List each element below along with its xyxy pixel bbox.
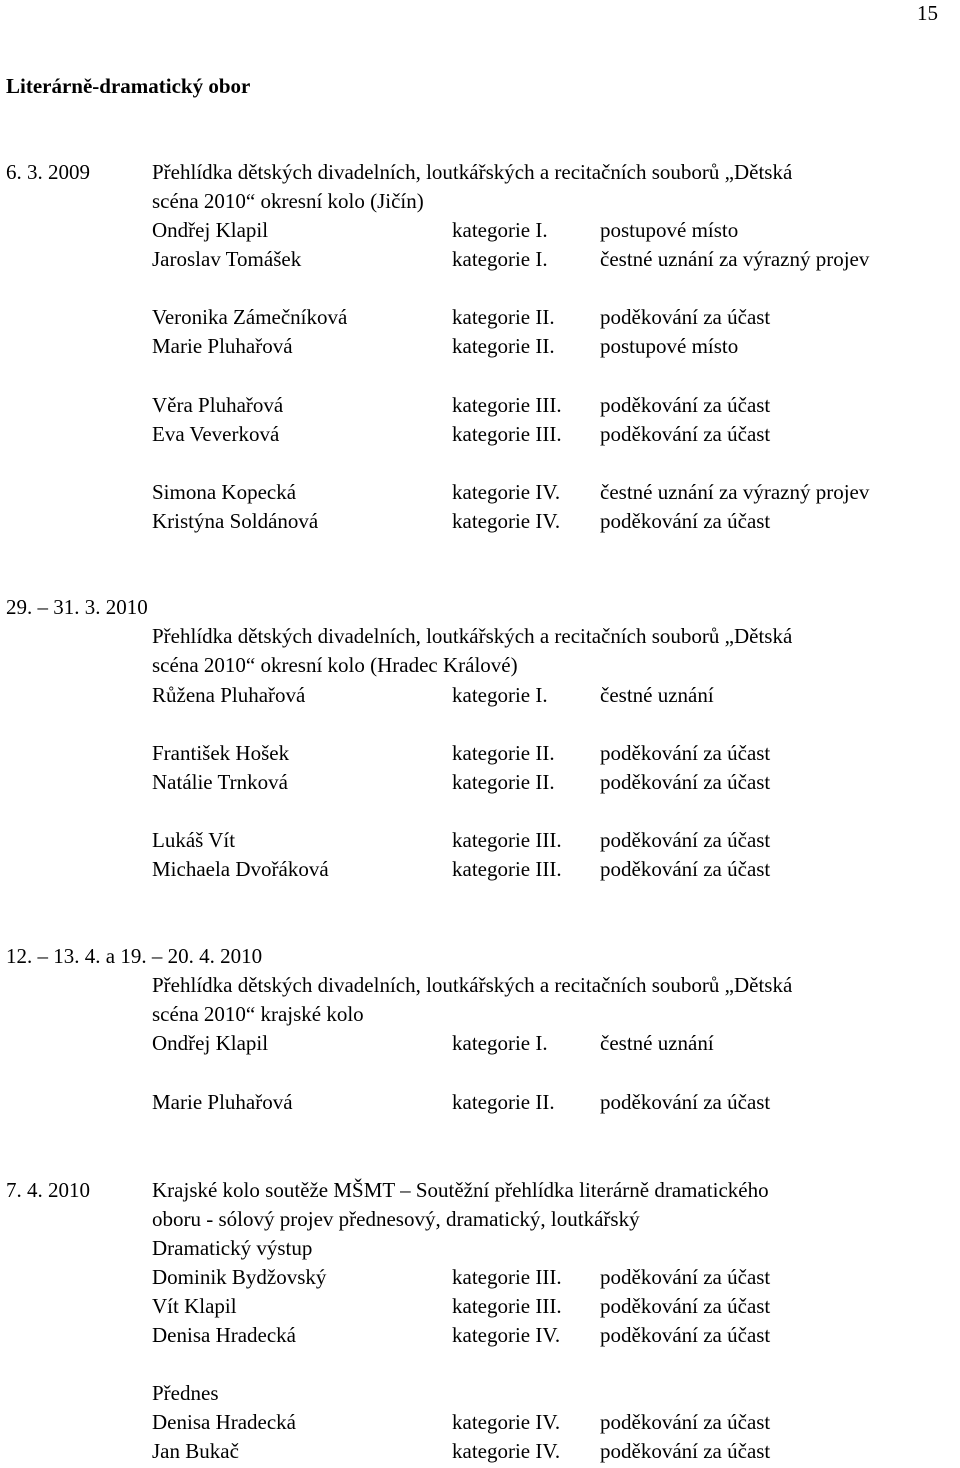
entry-name: Vít Klapil [152,1294,237,1318]
entry-category: kategorie II. [452,305,555,329]
entry-name: Kristýna Soldánová [152,509,319,533]
entry-result: čestné uznání za výrazný projev [600,480,870,504]
entry-result: poděkování za účast [600,422,771,446]
section-heading: Literárně-dramatický obor [6,74,251,98]
entry-category: kategorie II. [452,770,555,794]
entry-result: poděkování za účast [600,828,771,852]
subsection-title: Přednes [152,1381,219,1405]
entry-category: kategorie III. [452,1265,562,1289]
entry-category: kategorie III. [452,1294,562,1318]
entry-name: František Hošek [152,741,290,765]
event-title-line: scéna 2010“ krajské kolo [152,1002,364,1026]
entry-category: kategorie IV. [452,480,561,504]
entry-category: kategorie III. [452,828,562,852]
entry-result: postupové místo [600,334,739,358]
entry-result: poděkování za účast [600,770,771,794]
entry-name: Věra Pluhařová [152,393,284,417]
entry-name: Eva Veverková [152,422,280,446]
entry-result: poděkování za účast [600,857,771,881]
entry-result: poděkování za účast [600,1410,771,1434]
entry-result: poděkování za účast [600,305,771,329]
entry-name: Jan Bukač [152,1439,239,1463]
entry-name: Růžena Pluhařová [152,683,306,707]
subsection-title: Dramatický výstup [152,1236,313,1260]
entry-category: kategorie I. [452,247,548,271]
event-date: 7. 4. 2010 [6,1178,90,1202]
entry-result: poděkování za účast [600,393,771,417]
entry-name: Michaela Dvořáková [152,857,329,881]
entry-name: Denisa Hradecká [152,1410,297,1434]
entry-result: poděkování za účast [600,1265,771,1289]
entry-category: kategorie II. [452,334,555,358]
event-date: 12. – 13. 4. a 19. – 20. 4. 2010 [6,944,263,968]
event-title-line: oboru - sólový projev přednesový, dramatický, loutkářský [152,1207,640,1231]
entry-category: kategorie II. [452,1090,555,1114]
entry-category: kategorie IV. [452,1410,561,1434]
entry-category: kategorie IV. [452,1323,561,1347]
entry-result: poděkování za účast [600,1439,771,1463]
entry-category: kategorie IV. [452,509,561,533]
event-title-line: Krajské kolo soutěže MŠMT – Soutěžní přehlídka literárně dramatického [152,1178,769,1202]
entry-name: Ondřej Klapil [152,1031,269,1055]
entry-result: poděkování za účast [600,1323,771,1347]
entry-name: Veronika Zámečníková [152,305,348,329]
event-title-line: Přehlídka dětských divadelních, loutkářských a recitačních souborů „Dětská [152,973,793,997]
entry-name: Marie Pluhařová [152,1090,293,1114]
entry-category: kategorie III. [452,393,562,417]
entry-result: poděkování za účast [600,1294,771,1318]
event-date: 6. 3. 2009 [6,160,90,184]
entry-name: Dominik Bydžovský [152,1265,327,1289]
entry-result: čestné uznání [600,1031,714,1055]
event-title-line: Přehlídka dětských divadelních, loutkářských a recitačních souborů „Dětská [152,624,793,648]
event-date: 29. – 31. 3. 2010 [6,595,148,619]
entry-result: poděkování za účast [600,509,771,533]
entry-result: postupové místo [600,218,739,242]
entry-category: kategorie I. [452,1031,548,1055]
entry-result: čestné uznání za výrazný projev [600,247,870,271]
entry-category: kategorie I. [452,683,548,707]
entry-category: kategorie I. [452,218,548,242]
entry-category: kategorie III. [452,422,562,446]
event-title-line: scéna 2010“ okresní kolo (Hradec Králové) [152,653,518,677]
entry-name: Denisa Hradecká [152,1323,297,1347]
entry-name: Natálie Trnková [152,770,288,794]
entry-result: poděkování za účast [600,741,771,765]
entry-name: Ondřej Klapil [152,218,269,242]
entry-result: čestné uznání [600,683,714,707]
entry-category: kategorie II. [452,741,555,765]
event-title-line: scéna 2010“ okresní kolo (Jičín) [152,189,424,213]
entry-name: Jaroslav Tomášek [152,247,302,271]
entry-category: kategorie III. [452,857,562,881]
entry-name: Lukáš Vít [152,828,236,852]
entry-category: kategorie IV. [452,1439,561,1463]
entry-result: poděkování za účast [600,1090,771,1114]
entry-name: Marie Pluhařová [152,334,293,358]
page-number: 15 [917,1,938,25]
entry-name: Simona Kopecká [152,480,297,504]
event-title-line: Přehlídka dětských divadelních, loutkářských a recitačních souborů „Dětská [152,160,793,184]
